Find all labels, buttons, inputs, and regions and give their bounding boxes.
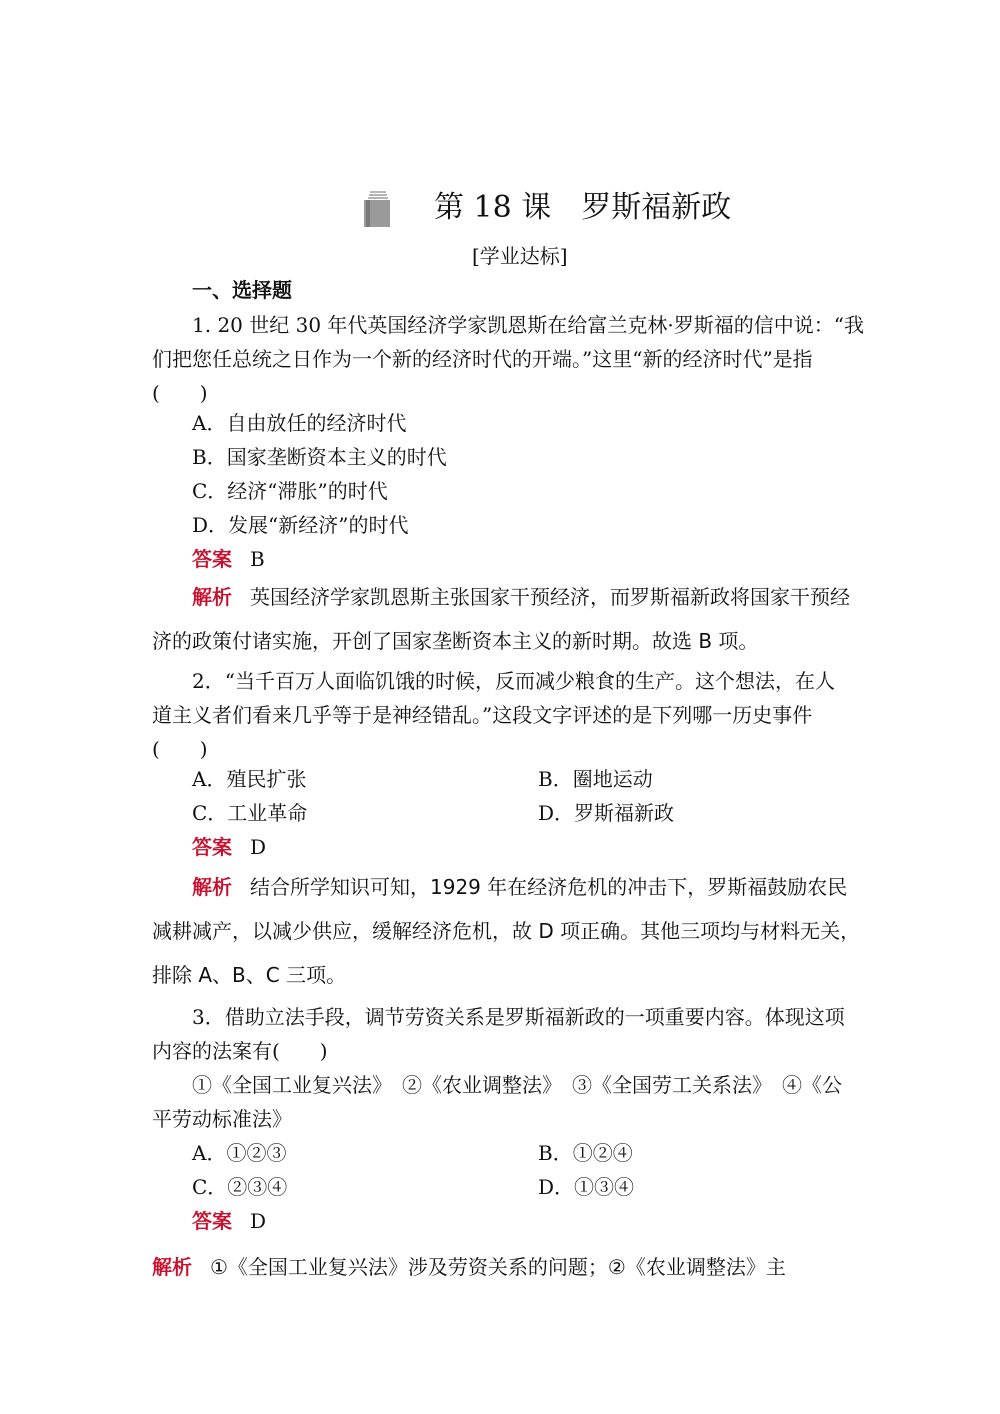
q3-line1: 3．借助立法手段，调节劳资关系是罗斯福新政的一项重要内容。体现这项 (192, 1005, 845, 1029)
analysis-text: 英国经济学家凯恩斯主张国家干预经济，而罗斯福新政将国家干预经 (250, 585, 850, 609)
answer-value: D (250, 835, 267, 859)
q2-blank: ( ) (152, 737, 208, 761)
q2-option-c: C．工业革命 (192, 801, 308, 825)
book-stack-icon (362, 188, 400, 228)
analysis-text: 结合所学知识可知，1929 年在经济危机的冲击下，罗斯福鼓励农民 (250, 875, 848, 899)
q3-option-b: B．①②④ (538, 1141, 633, 1165)
analysis-label: 解析 (192, 585, 232, 609)
q3-items-line1: ①《全国工业复兴法》 ②《农业调整法》 ③《全国劳工关系法》 ④《公 (192, 1073, 842, 1097)
q3-option-d: D．①③④ (538, 1175, 635, 1199)
q2-line2: 道主义者们看来几乎等于是神经错乱。”这段文字评述的是下列哪一历史事件 (152, 703, 813, 727)
lesson-name: 罗斯福新政 (581, 190, 732, 225)
answer-value: D (250, 1209, 267, 1233)
q1-line2: 们把您任总统之日作为一个新的经济时代的开端。”这里“新的经济时代”是指 (152, 347, 813, 371)
q1-option-d: D．发展“新经济”的时代 (192, 513, 409, 537)
q3-option-c: C．②③④ (192, 1175, 288, 1199)
answer-label: 答案 (192, 835, 232, 859)
answer-value: B (250, 547, 265, 571)
q1-analysis-line2: 济的政策付诸实施，开创了国家垄断资本主义的新时期。故选 B 项。 (152, 629, 759, 653)
q2-analysis (192, 870, 847, 904)
q2-answer (192, 830, 266, 864)
answer-label: 答案 (192, 547, 232, 571)
q1-line1: 1. 20 世纪 30 年代英国经济学家凯恩斯在给富兰克林·罗斯福的信中说：“我 (192, 313, 864, 337)
q2-option-b: B．圈地运动 (538, 767, 653, 791)
q2-analysis-line3: 排除 A、B、C 三项。 (152, 963, 347, 987)
q3-line2: 内容的法案有( ) (152, 1039, 328, 1063)
q1-answer (192, 542, 265, 576)
q3-answer (192, 1204, 266, 1238)
section-title: 一、选择题 (192, 278, 292, 302)
q3-option-a: A．①②③ (192, 1141, 287, 1165)
answer-label: 答案 (192, 1209, 232, 1233)
q2-analysis-line2: 减耕减产，以减少供应，缓解经济危机，故 D 项正确。其他三项均与材料无关， (152, 919, 861, 943)
q3-items-line2: 平劳动标准法》 (152, 1107, 292, 1131)
q2-option-d: D．罗斯福新政 (538, 801, 675, 825)
lesson-number: 第 18 课 (434, 190, 552, 225)
lesson-title (362, 186, 731, 230)
q1-blank: ( ) (152, 381, 208, 405)
q2-line1: 2．“当千百万人面临饥饿的时候，反而减少粮食的生产。这个想法，在人 (192, 669, 835, 693)
subtitle: [学业达标] (472, 244, 568, 268)
q1-analysis (192, 580, 850, 614)
q1-option-c: C．经济“滞胀”的时代 (192, 479, 388, 503)
q1-option-a: A．自由放任的经济时代 (192, 411, 407, 435)
q2-option-a: A．殖民扩张 (192, 767, 307, 791)
analysis-label: 解析 (152, 1255, 192, 1279)
q3-analysis (152, 1250, 786, 1284)
analysis-label: 解析 (192, 875, 232, 899)
q1-option-b: B．国家垄断资本主义的时代 (192, 445, 447, 469)
analysis-text: ①《全国工业复兴法》涉及劳资关系的问题；②《农业调整法》主 (210, 1255, 786, 1279)
